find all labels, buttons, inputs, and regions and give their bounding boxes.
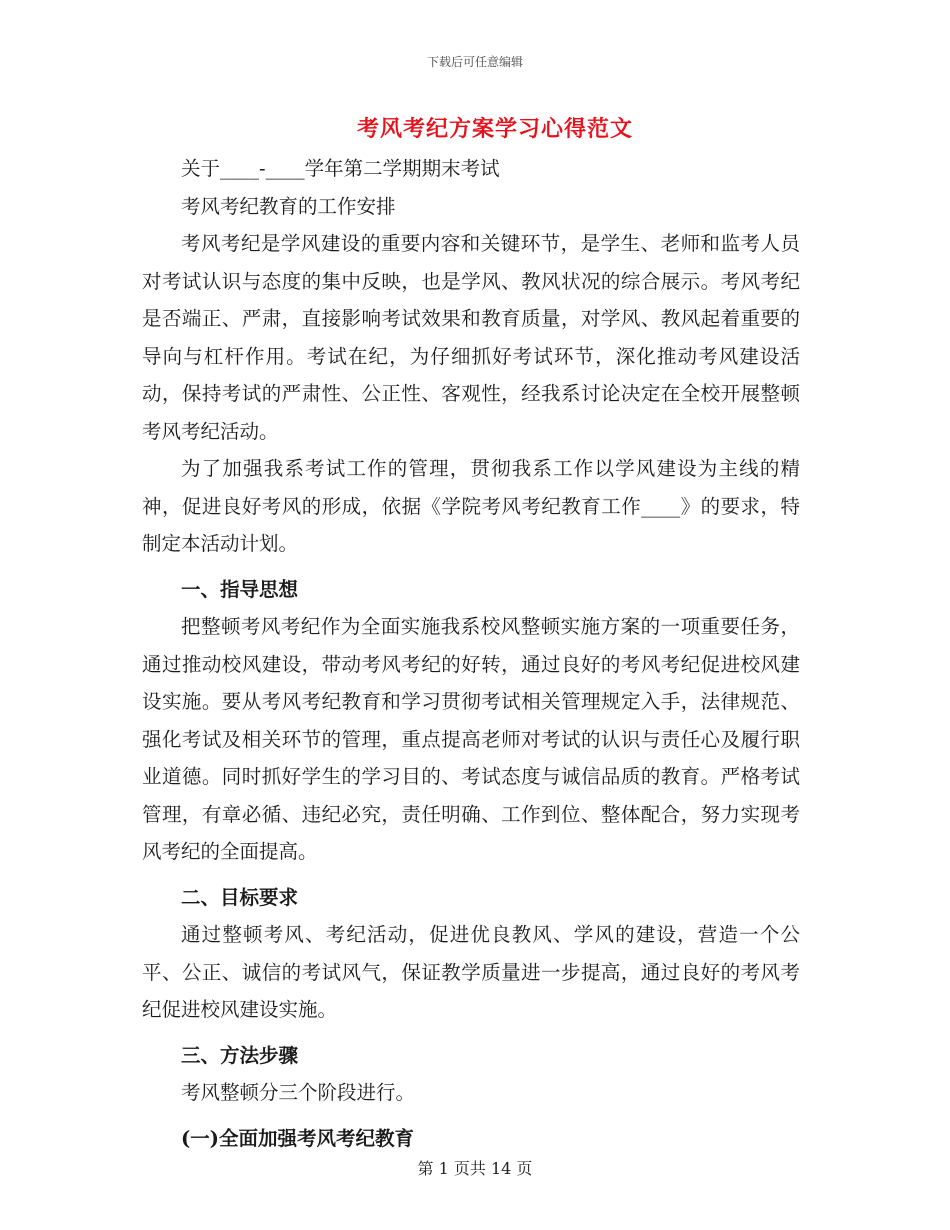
document-body	[142, 150, 800, 1157]
subsection-heading: (一)全面加强考风考纪教育	[181, 1126, 414, 1150]
document-title: 考风考纪方案学习心得范文	[356, 116, 633, 142]
body-paragraph: 为了加强我系考试工作的管理，贯彻我系工作以学风建设为主线的精神，促进良好考风的形成，依据《学院考风考纪教育工作____》的要求，特制定本活动计划。	[142, 457, 800, 555]
section-heading: 一、指导思想	[181, 577, 299, 601]
intro-line-1: 关于____-____学年第二学期期末考试	[181, 157, 500, 180]
intro-line-2: 考风考纪教育的工作安排	[181, 194, 396, 218]
page-header-note: 下载后可任意编辑	[426, 55, 523, 69]
section-heading: 三、方法步骤	[181, 1043, 299, 1067]
body-paragraph: 把整顿考风考纪作为全面实施我系校风整顿实施方案的一项重要任务，通过推动校风建设，带动考风考纪的好转，通过良好的考风考纪促进校风建设实施。要从考风考纪教育和学习贯彻考试相关管理规定入手，法律规范、强化考试及相关环节的管理，重点提高老师对考试的认识与责任心及履行职业道德。同时抓好学生的学习目的、考试态度与诚信品质的教育。严格考试管理，有章必循、违纪必究，责任明确、工作到位、整体配合，努力实现考风考纪的全面提高。	[142, 615, 800, 863]
body-paragraph: 考风整顿分三个阶段进行。	[181, 1081, 416, 1104]
body-paragraph: 考风考纪是学风建设的重要内容和关键环节，是学生、老师和监考人员对考试认识与态度的集中反映，也是学风、教风状况的综合展示。考风考纪是否端正、严肃，直接影响考试效果和教育质量，对学风、教风起着重要的导向与杠杆作用。考试在纪，为仔细抓好考试环节，深化推动考风建设活动，保持考试的严肃性、公正性、客观性，经我系讨论决定在全校开展整顿考风考纪活动。	[142, 232, 800, 443]
body-paragraph: 通过整顿考风、考纪活动，促进优良教风、学风的建设，营造一个公平、公正、诚信的考试风气，保证教学质量进一步提高，通过良好的考风考纪促进校风建设实施。	[142, 923, 800, 1021]
page-footer: 第 1 页共 14 页	[417, 1159, 533, 1178]
section-heading: 二、目标要求	[181, 885, 299, 909]
